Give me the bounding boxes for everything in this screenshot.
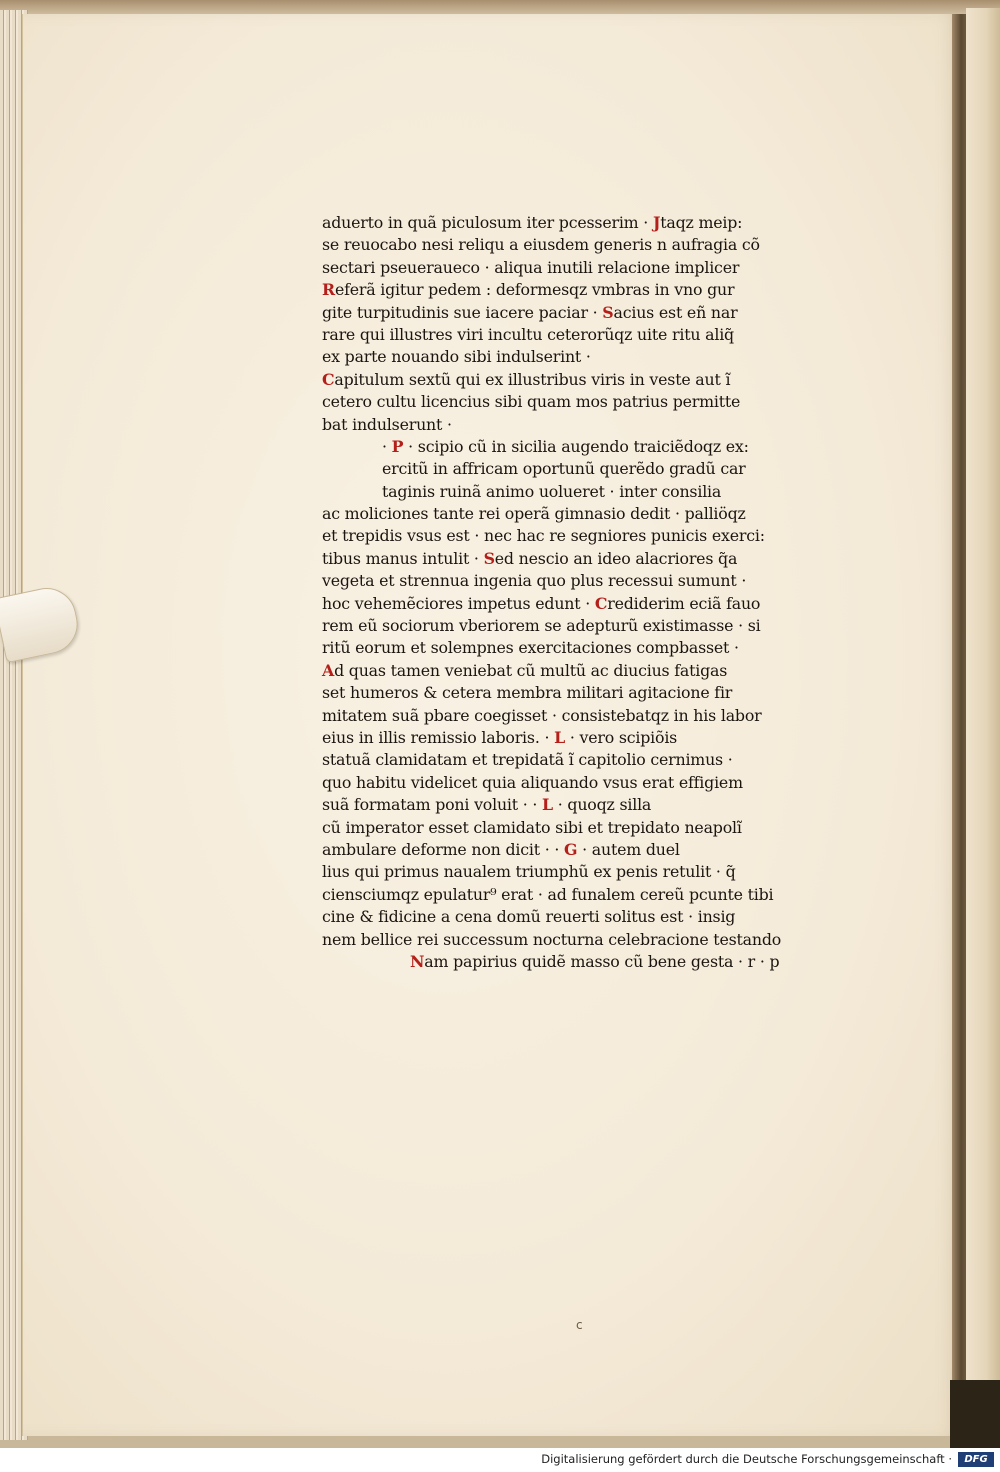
line-text: cũ imperator esset clamidato sibi et trepidato neapolĩ <box>322 817 742 837</box>
text-line <box>322 861 818 883</box>
line-text-continuation: ed nescio an ideo alacriores q̃a <box>494 548 738 568</box>
line-text: hoc vehemẽciores impetus edunt · <box>322 593 595 613</box>
line-text-continuation: rediderim eciã fauo <box>607 593 761 613</box>
text-line <box>322 615 818 637</box>
text-line <box>322 346 818 368</box>
text-line <box>322 458 818 480</box>
rubricated-initial: G <box>564 839 578 859</box>
rubricated-initial: C <box>594 593 608 613</box>
line-text: ambulare deforme non dicit · · <box>322 839 564 859</box>
rubricated-initial: P <box>391 436 404 456</box>
text-line <box>322 772 818 794</box>
text-line <box>322 369 818 391</box>
line-text: et trepidis vsus est · nec hac re segniores punicis exerci: <box>322 526 765 546</box>
text-line <box>322 503 818 525</box>
rubricated-initial: J <box>652 213 661 232</box>
text-line <box>322 817 818 839</box>
line-text: am papirius quidẽ masso cũ bene gesta · r · p <box>424 951 780 971</box>
line-text: eius in illis remissio laboris. · <box>322 727 555 747</box>
line-text: vegeta et strennua ingenia quo plus recessui sumunt · <box>322 571 747 591</box>
text-line <box>322 593 818 615</box>
line-text: ex parte nouando sibi indulserint · <box>322 347 591 367</box>
line-text: bat indulserunt · <box>322 414 452 434</box>
line-text-continuation: · vero scipiõis <box>565 727 678 747</box>
line-text-continuation: · scipio cũ in sicilia augendo traiciẽdoqz ex: <box>403 436 749 456</box>
text-line <box>322 951 818 973</box>
line-text: taginis ruinã animo uolueret · inter consilia <box>382 481 722 501</box>
text-line <box>322 257 818 279</box>
digitization-footer <box>0 1448 1000 1472</box>
line-text: ciensciumqz epulatur⁹ erat · ad funalem cereũ pcunte tibi <box>322 884 774 904</box>
text-line <box>322 481 818 503</box>
line-text: sectari pseueraueco · aliqua inutili relacione implicer <box>322 257 740 277</box>
text-line <box>322 570 818 592</box>
line-text: statuã clamidatam et trepidatã ĩ capitolio cernimus · <box>322 750 733 770</box>
dfg-logo: DFG <box>958 1452 994 1467</box>
line-text: cine & fidicine a cena domũ reuerti solitus est · insig <box>322 907 736 927</box>
line-text: aduerto in quã piculosum iter pcesserim · <box>322 213 653 232</box>
line-text-continuation: taqz meip: <box>660 213 743 232</box>
line-text: gite turpitudinis sue iacere paciar · <box>322 302 603 322</box>
rubricated-initial: N <box>410 951 425 971</box>
rubricated-initial: S <box>602 302 614 322</box>
text-line <box>322 234 818 256</box>
text-line <box>322 436 818 458</box>
line-text: nem bellice rei successum nocturna celebracione testando <box>322 929 782 949</box>
line-text: ercitũ in affricam oportunũ querẽdo gradũ car <box>382 459 746 479</box>
text-line <box>322 929 818 951</box>
text-line <box>322 212 818 234</box>
line-text: se reuocabo nesi reliqu a eiusdem generis n aufragia cõ <box>322 235 760 255</box>
text-line <box>322 302 818 324</box>
page-mark: c <box>576 1318 583 1332</box>
recto-page-edge <box>966 8 1000 1448</box>
text-line <box>322 682 818 704</box>
line-text: tibus manus intulit · <box>322 548 484 568</box>
line-text: eferã igitur pedem : deformesqz vmbras in vno gur <box>334 280 735 300</box>
text-line <box>322 839 818 861</box>
line-text: set humeros & cetera membra militari agitacione fir <box>322 683 733 703</box>
text-line <box>322 637 818 659</box>
binding-shadow <box>950 1380 1000 1448</box>
rubricated-initial: R <box>322 280 335 300</box>
text-line <box>322 906 818 928</box>
text-line <box>322 391 818 413</box>
rubricated-initial: A <box>322 660 335 680</box>
rubricated-initial: C <box>322 369 335 389</box>
line-text: rare qui illustres viri incultu ceterorũqz uite ritu aliq̃ <box>322 324 734 344</box>
line-text: · <box>382 436 392 456</box>
line-text: quo habitu videlicet quia aliquando vsus erat effigiem <box>322 772 743 792</box>
line-text: rem eũ sociorum vberiorem se adepturũ existimasse · si <box>322 616 761 636</box>
rubricated-initial: L <box>554 727 566 747</box>
line-text: mitatem suã pbare coegisset · consistebatqz in his labor <box>322 705 762 725</box>
incunable-text-block <box>322 212 818 973</box>
text-line <box>322 525 818 547</box>
line-text: apitulum sextũ qui ex illustribus viris in veste aut ĩ <box>334 369 731 389</box>
text-line <box>322 660 818 682</box>
text-line <box>322 548 818 570</box>
line-text: suã formatam poni voluit · · <box>322 795 543 815</box>
text-line <box>322 884 818 906</box>
line-text-continuation: acius est eñ nar <box>613 302 738 322</box>
line-text: ac moliciones tante rei operã gimnasio dedit · palliöqz <box>322 504 746 524</box>
line-text-continuation: · autem duel <box>577 839 680 859</box>
rubricated-initial: S <box>483 548 495 568</box>
line-text: cetero cultu licencius sibi quam mos patrius permitte <box>322 392 741 412</box>
text-line <box>322 727 818 749</box>
line-text-continuation: · quoqz silla <box>552 795 652 815</box>
line-text: d quas tamen veniebat cũ multũ ac diucius fatigas <box>334 660 728 680</box>
line-text: ritũ eorum et solempnes exercitaciones compbasset · <box>322 638 739 658</box>
text-line <box>322 414 818 436</box>
rubricated-initial: L <box>542 795 553 815</box>
line-text: lius qui primus naualem triumphũ ex penis retulit · q̃ <box>322 862 736 882</box>
funding-credit: Digitalisierung gefördert durch die Deutsche Forschungsgemeinschaft · <box>541 1452 952 1466</box>
text-line <box>322 279 818 301</box>
text-line <box>322 794 818 816</box>
text-line <box>322 705 818 727</box>
text-line <box>322 324 818 346</box>
text-line <box>322 749 818 771</box>
